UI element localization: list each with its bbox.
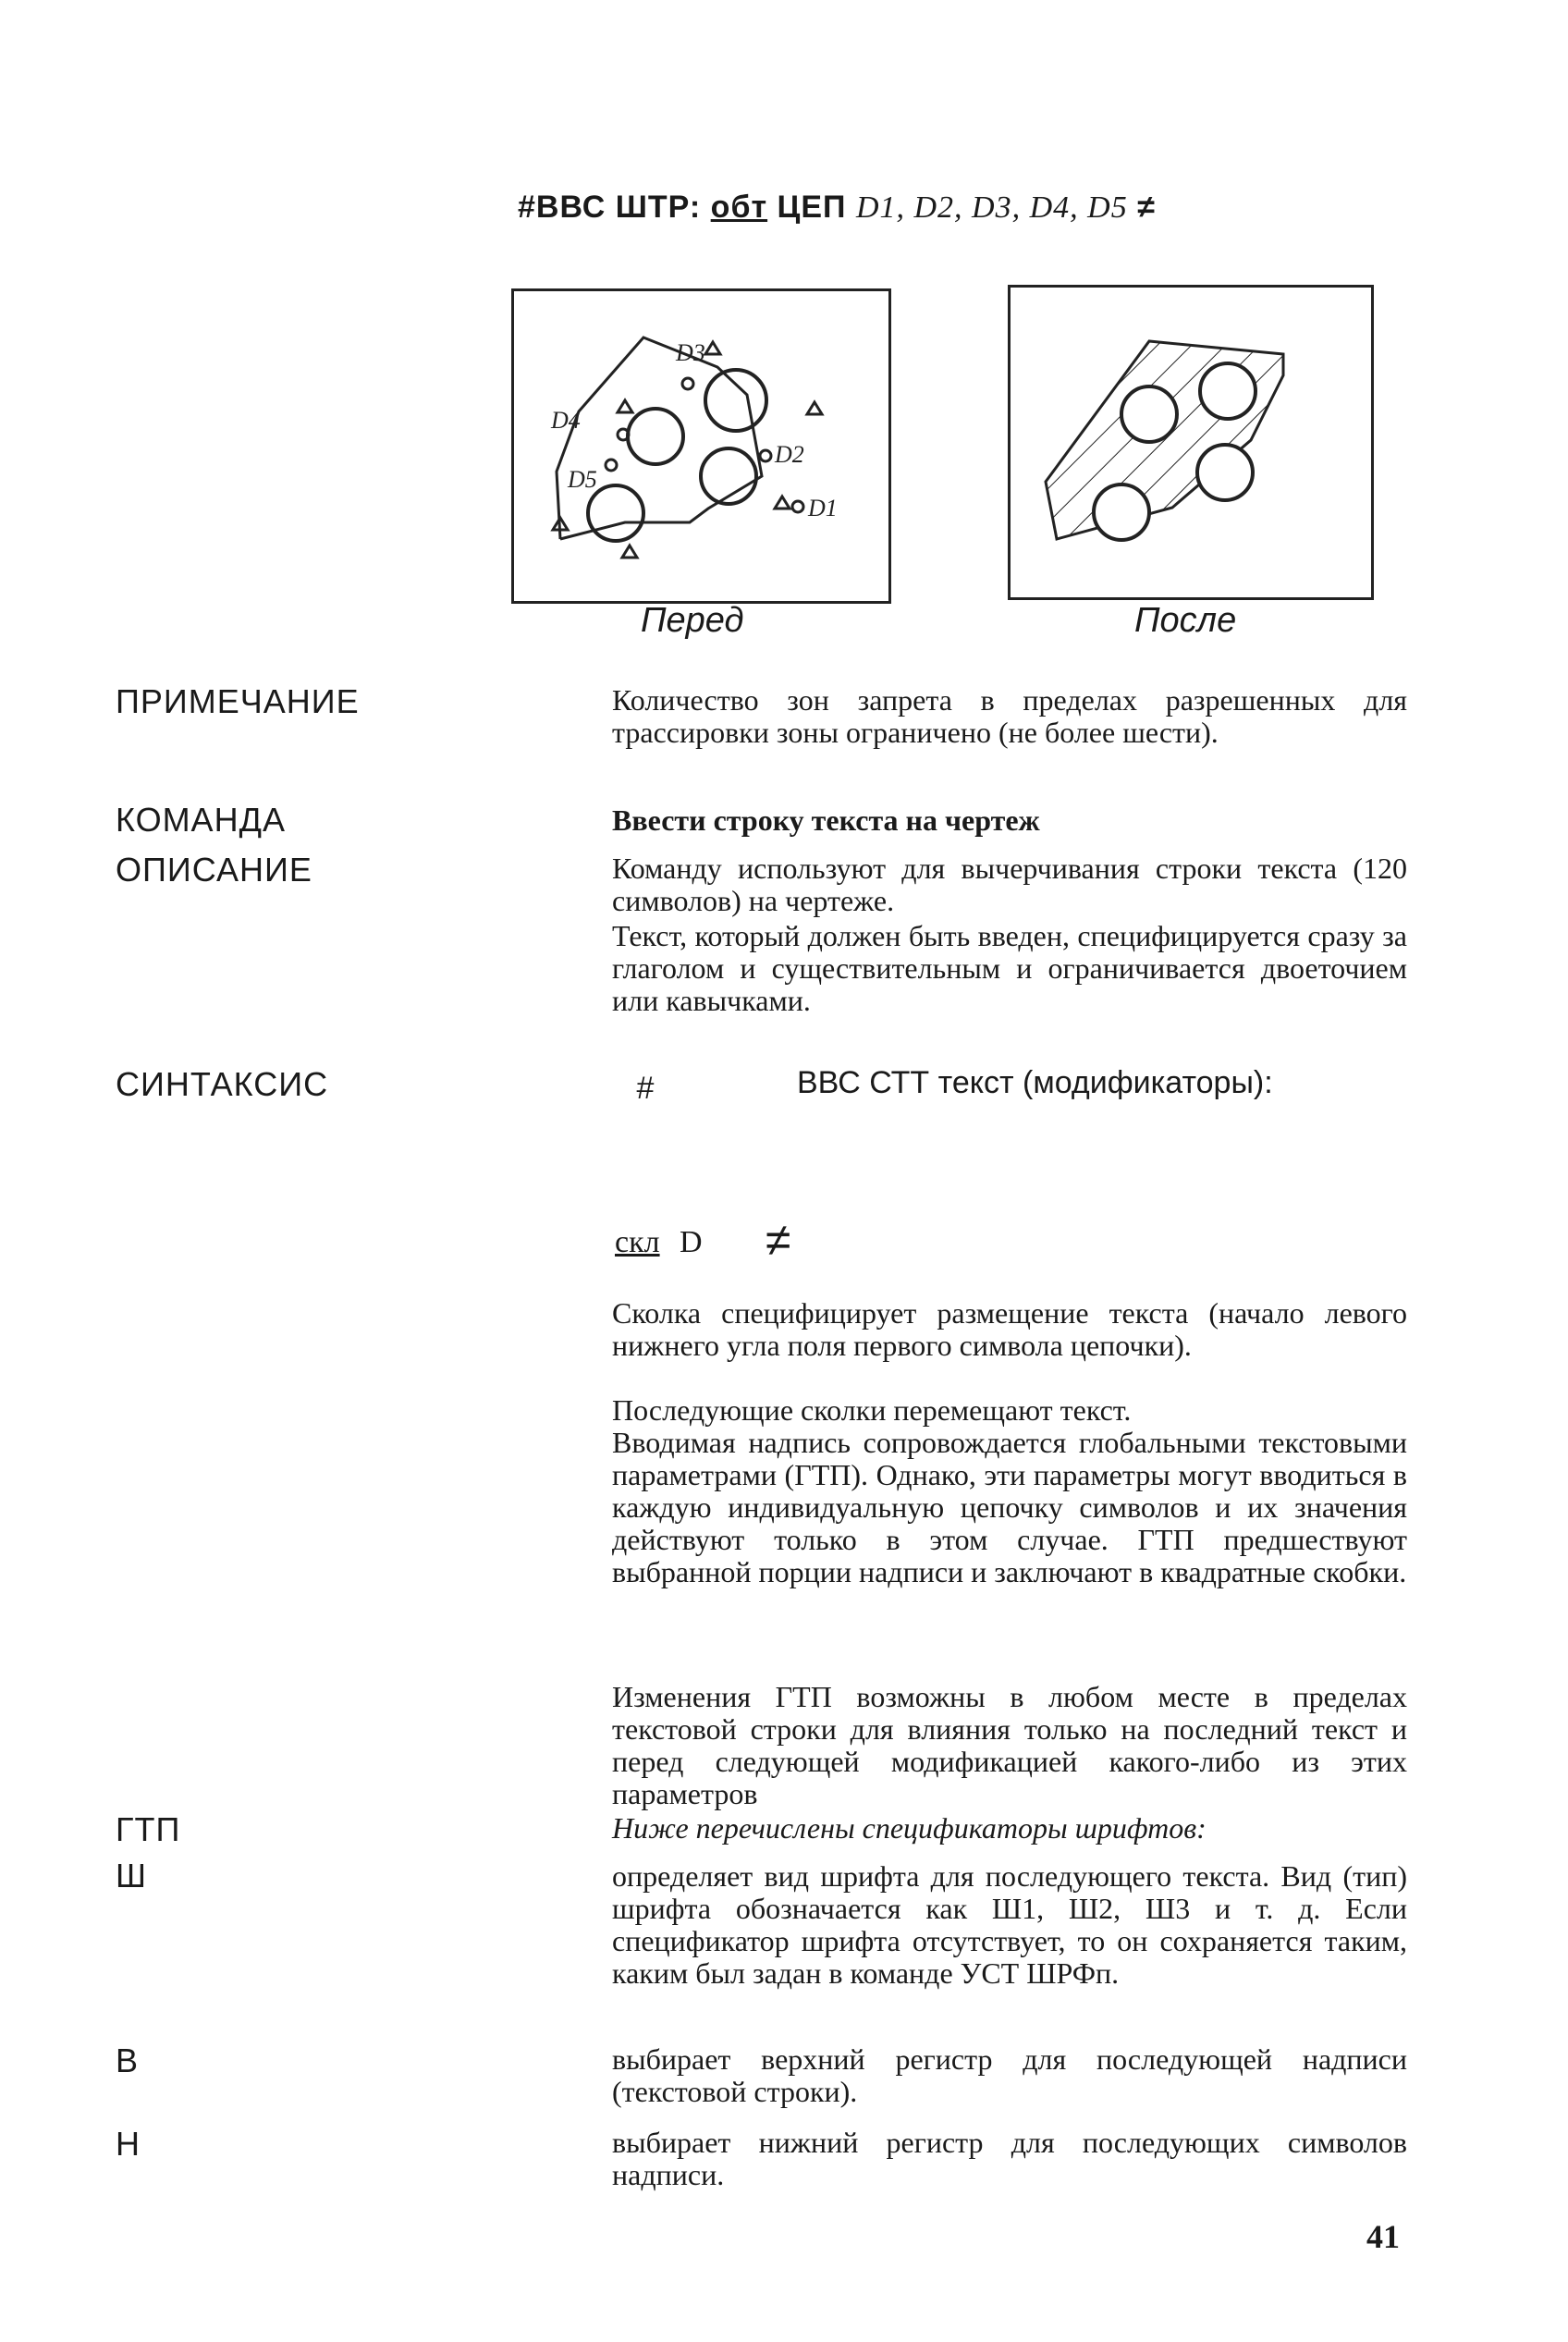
- v-text: выбирает верхний регистр для последующей надписи (текстовой строки).: [612, 2042, 1407, 2108]
- figure-after-drawing: [1011, 288, 1371, 597]
- syntax2-term: ≠: [766, 1214, 791, 1266]
- body-p2: Последующие сколки перемещают текст.: [612, 1393, 1132, 1427]
- header-prefix: #ВВС ШТР:: [518, 190, 702, 225]
- label-d5: D5: [568, 466, 597, 493]
- syntax-line: ВВС СТТ текст (модификаторы):: [797, 1065, 1273, 1100]
- syntax2-word: скл: [615, 1225, 660, 1259]
- syntax-hash: #: [636, 1071, 654, 1106]
- command-label: КОМАНДА: [116, 801, 286, 839]
- header-terminator: ≠: [1137, 190, 1156, 225]
- figure-before-drawing: [514, 291, 888, 601]
- body-p3: Вводимая надпись сопровождается глобальными текстовыми параметрами (ГТП). Однако, эти параметры могут вводиться в каждую индивидуальную цепочку символов и их значения действуют только в этом случае. ГТП предшествуют выбранной порции надписи и заключают в квадратные скобки.: [612, 1426, 1407, 1588]
- syntax2-arg: D: [680, 1225, 703, 1259]
- header-args: D1, D2, D3, D4, D5: [855, 190, 1128, 225]
- gtp-text: Ниже перечислены спецификаторы шрифтов:: [612, 1811, 1207, 1845]
- page-number: 41: [1366, 2218, 1400, 2255]
- command-text: Ввести строку текста на чертеж: [612, 803, 1040, 837]
- figure-before: [511, 288, 891, 604]
- label-d4: D4: [551, 407, 581, 434]
- header-line: [518, 190, 1156, 226]
- n-label: Н: [116, 2125, 141, 2163]
- sh-label: Ш: [116, 1857, 147, 1894]
- caption-after: После: [1134, 601, 1237, 640]
- body-p4: Изменения ГТП возможны в любом месте в пределах текстовой строки для влияния только на последний текст и перед следующей модификацией какого-либо из этих параметров: [612, 1680, 1407, 1810]
- gtp-label: ГТП: [116, 1810, 181, 1848]
- n-text: выбирает нижний регистр для последующих символов надписи.: [612, 2126, 1407, 2191]
- body-p1: Сколка специфицирует размещение текста (начало левого нижнего угла поля первого символа цепочки).: [612, 1296, 1407, 1362]
- label-d3: D3: [676, 339, 705, 366]
- description-p2: Текст, который должен быть введен, специфицируется сразу за глаголом и существительным и ограничивается двоеточием или кавычками.: [612, 919, 1407, 1017]
- description-p1: Команду используют для вычерчивания строки текста (120 символов) на чертеже.: [612, 852, 1407, 917]
- header-rest: ЦЕП: [777, 190, 856, 225]
- label-d1: D1: [808, 495, 838, 521]
- figure-after: [1008, 285, 1374, 600]
- caption-before: Перед: [641, 601, 744, 640]
- v-label: В: [116, 2042, 140, 2079]
- label-d2: D2: [775, 441, 804, 468]
- note-label: ПРИМЕЧАНИЕ: [116, 682, 360, 720]
- sh-text: определяет вид шрифта для последующего текста. Вид (тип) шрифта обозначается как Ш1, Ш2, Ш3 и т. д. Если спецификатор шрифта отсутствует, то он сохраняется таким, каким был задан в команде УСТ ШРФп.: [612, 1859, 1407, 1990]
- note-text: Количество зон запрета в пределах разрешенных для трассировки зоны ограничено (не более шести).: [612, 683, 1407, 749]
- syntax-label: СИНТАКСИС: [116, 1065, 329, 1103]
- header-underlined: обт: [710, 190, 768, 225]
- description-label: ОПИСАНИЕ: [116, 851, 312, 889]
